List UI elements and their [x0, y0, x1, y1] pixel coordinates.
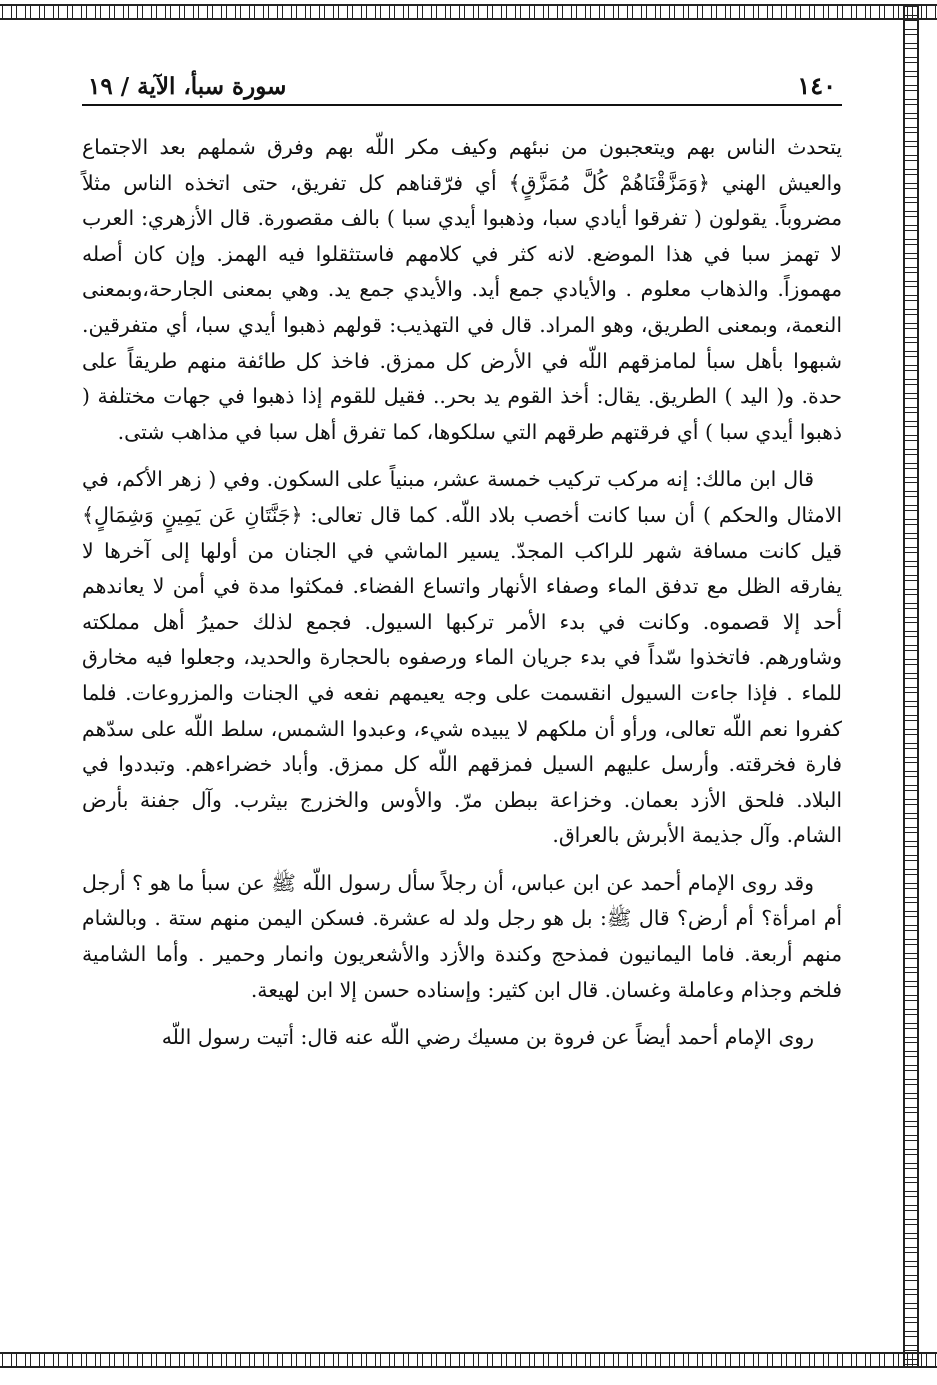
- paragraph-4: روى الإمام أحمد أيضاً عن فروة بن مسيك رضي اللّه عنه قال: أتيت رسول اللّه: [161, 1025, 814, 1050]
- right-decorative-border: [903, 4, 919, 1368]
- paragraph-3: وقد روى الإمام أحمد عن ابن عباس، أن رجلاً سأل رسول اللّه ﷺ عن سبأ ما هو ؟ أرجل أم امرأة؟ أم أرض؟ قال ﷺ: بل هو رجل ولد له عشرة. فسكن اليمن منهم ستة . وبالشام منهم أربعة. فاما اليمانيون فمذحج وكندة والأزد والأشعريون وانمار وحمير . وأما الشامية فلخم وجذام وعاملة وغسان. قال ابن كثير: وإسناده حسن إلا ابن لهيعة.: [82, 870, 842, 1002]
- paragraph-1: يتحدث الناس بهم ويتعجبون من نبئهم وكيف مكر اللّه بهم وفرق شملهم بعد الاجتماع والعيش الهني ﴿وَمَزَّقْنَاهُمْ كُلَّ مُمَزَّقٍ﴾ أي فرّقناهم كل تفريق، حتى اتخذه الناس مثلاً مضروباً. يقولون ( تفرقوا أيادي سبا، وذهبوا أيدي سبا ) بالف مقصورة. قال الأزهري: العرب لا تهمز سبا في هذا الموضع. لانه كثر في كلامهم فاستثقلوا فيه الهمز. وإن كان أصله مهموزاً. والذهاب معلوم . والأيادي جمع أيد. والأيدي جمع يد. وهي بمعنى الجارحة،وبمعنى النعمة، وبمعنى الطريق، وهو المراد. قال في التهذيب: قولهم ذهبوا أيدي سبا، أي متفرقين. شبهوا بأهل سبأ لمامزقهم اللّه في الأرض كل ممزق. فاخذ كل طائفة منهم طريقاً على حدة. و( اليد ) الطريق. يقال: أخذ القوم يد بحر.. فقيل للقوم إذا ذهبوا في جهات مختلفة ( ذهبوا أيدي سبا ) أي فرقتهم طرقهم التي سلكوها، كما تفرق أهل سبا في مذاهب شتى.: [82, 135, 842, 444]
- book-page: [82, 56, 842, 1068]
- top-decorative-border: [0, 4, 937, 20]
- surah-title: سورة سبأ، الآية / ١٩: [88, 73, 287, 100]
- body-text: [82, 130, 842, 1056]
- page-header: [82, 56, 842, 106]
- page-number: ١٤٠: [797, 71, 836, 100]
- bottom-decorative-border: [0, 1352, 937, 1368]
- paragraph-2: قال ابن مالك: إنه مركب تركيب خمسة عشر، مبنياً على السكون. وفي ( زهر الأكم، في الامثال والحكم ) أن سبا كانت أخصب بلاد اللّه. كما قال تعالى: ﴿جَنَّتَانِ عَن يَمِينٍ وَشِمَالٍ﴾ قيل كانت مسافة شهر للراكب المجدّ. يسير الماشي في الجنان من أولها إلى آخرها لا يفارقه الظل مع تدفق الماء وصفاء الأنهار واتساع الفضاء. فمكثوا مدة في أمن لا يعاندهم أحد إلا قصموه. وكانت في بدء الأمر تركبها السيول. فجمع لذلك حميرُ أهل مملكته وشاورهم. فاتخذوا سّداً في بدء جريان الماء ورصفوه بالحجارة والحديد، وجعلوا فيه مخارق للماء . فإذا جاءت السيول انقسمت على وجه يعيمهم نفعه في الجنات والمزروعات. فلما كفروا نعم اللّه تعالى، ورأو أن ملكهم لا يبيده شيء، وعبدوا الشمس، سلط اللّه على سدّهم فارة فخرقته. وأرسل عليهم السيل فمزقهم اللّه كل ممزق. وأباد خضراءهم. وتبددوا في البلاد. فلحق الأزد بعمان. وخزاعة ببطن مرّ. والأوس والخزرج بيثرب. وآل جفنة بأرض الشام. وآل جذيمة الأبرش بالعراق.: [82, 467, 842, 848]
